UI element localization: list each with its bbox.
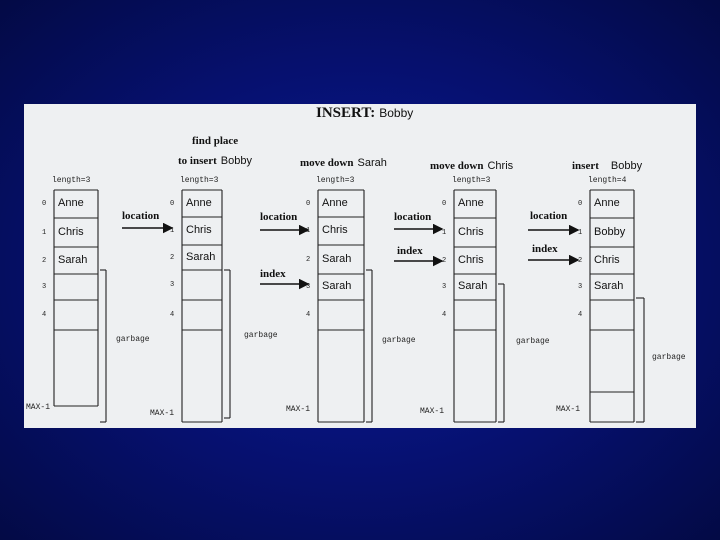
array-1-cell-0: Anne — [58, 197, 84, 209]
heading-insert-bobby — [572, 157, 642, 173]
array-5-index-4: 4 — [578, 311, 583, 319]
heading-2-name: Sarah — [357, 157, 387, 169]
array-3-cell-2: Sarah — [322, 252, 352, 265]
array-4-index-1: 1 — [442, 228, 447, 237]
array-1-cell-2: Sarah — [58, 253, 88, 266]
array-2-index-3: 3 — [170, 281, 175, 289]
location-label-1: location — [122, 210, 160, 222]
garbage-label-2: garbage — [244, 331, 278, 340]
location-label-2: location — [260, 211, 298, 223]
array-5-cell-1: Bobby — [594, 225, 626, 238]
array-4-index-4: 4 — [442, 311, 447, 319]
array-3-index-1: 1 — [306, 227, 311, 235]
array-3-index-4: 4 — [306, 311, 311, 319]
array-1-index-0: 0 — [42, 200, 47, 208]
array-1-index-2: 2 — [42, 256, 47, 265]
array-5-index-3: 3 — [578, 283, 583, 291]
array-4-cell-3: Sarah — [458, 280, 488, 292]
array-2-index-4: 4 — [170, 311, 175, 319]
heading-3-name: Chris — [487, 160, 514, 172]
index-label-4: index — [532, 243, 558, 255]
heading-move-down-sarah — [300, 154, 387, 170]
array-1-length-label: length=3 — [52, 176, 91, 185]
array-4-cell-2: Chris — [458, 253, 484, 266]
array-2-length-label: length=3 — [180, 176, 219, 185]
array-4-cell-1: Chris — [458, 225, 484, 238]
heading-2-bold: move down — [300, 157, 354, 169]
max-label-2: MAX-1 — [150, 409, 175, 418]
index-label-2: index — [260, 268, 286, 280]
array-4-index-2: 2 — [442, 256, 447, 265]
garbage-label-5: garbage — [652, 353, 686, 362]
garbage-label-3: garbage — [382, 336, 416, 345]
array-2-index-2: 2 — [170, 253, 175, 262]
title-name: Bobby — [379, 106, 414, 120]
array-2-cell-0: Anne — [186, 196, 212, 209]
location-label-4: location — [530, 210, 568, 222]
array-3-cell-0: Anne — [322, 196, 348, 209]
title-bold: INSERT: — [316, 105, 376, 121]
array-3-length-label: length=3 — [316, 176, 355, 185]
max-label-1: MAX-1 — [26, 403, 51, 412]
array-3-cell-1: Chris — [322, 224, 348, 236]
heading-to-insert-name: Bobby — [220, 155, 252, 167]
array-3-index-2: 2 — [306, 255, 311, 264]
array-2-cell-1: Chris — [186, 224, 212, 236]
array-2-index-1: 1 — [170, 227, 175, 235]
array-5-length-label: length=4 — [588, 176, 627, 185]
heading-move-down-chris — [430, 157, 513, 173]
index-label-3: index — [397, 245, 423, 257]
array-5-index-1: 1 — [578, 228, 583, 237]
array-1-cell-1: Chris — [58, 225, 84, 238]
array-5-cell-3: Sarah — [594, 280, 624, 292]
diagram-lines — [24, 104, 696, 428]
array-4-length-label: length=3 — [452, 176, 491, 185]
heading-to-insert — [178, 152, 252, 168]
array-5-index-2: 2 — [578, 256, 583, 265]
array-5-index-0: 0 — [578, 200, 583, 208]
array-1-index-4: 4 — [42, 311, 47, 319]
heading-to-insert-bold: to insert — [178, 155, 217, 167]
array-5-cell-2: Chris — [594, 253, 620, 266]
array-3-index-3: 3 — [306, 283, 311, 291]
array-4-index-0: 0 — [442, 200, 447, 208]
heading-find-place: find place — [192, 135, 239, 147]
slide-panel — [24, 104, 696, 428]
max-label-3: MAX-1 — [286, 405, 311, 414]
array-1-index-3: 3 — [42, 283, 47, 291]
array-5-cell-0: Anne — [594, 197, 620, 209]
slide-title — [316, 105, 413, 121]
location-label-3: location — [394, 211, 432, 223]
heading-3-bold: move down — [430, 160, 484, 172]
garbage-label-4: garbage — [516, 337, 550, 346]
array-2-cell-2: Sarah — [186, 250, 216, 263]
max-label-4: MAX-1 — [420, 407, 445, 416]
heading-4-name: Bobby — [610, 160, 643, 172]
garbage-label-1: garbage — [116, 335, 150, 344]
array-1-index-1: 1 — [42, 228, 47, 237]
array-3-cell-3: Sarah — [322, 280, 352, 292]
max-label-5: MAX-1 — [556, 405, 581, 414]
array-2-index-0: 0 — [170, 199, 175, 208]
heading-4-bold: insert — [572, 160, 599, 172]
array-3-index-0: 0 — [306, 199, 311, 208]
array-4-cell-0: Anne — [458, 197, 484, 209]
array-4-index-3: 3 — [442, 283, 447, 291]
